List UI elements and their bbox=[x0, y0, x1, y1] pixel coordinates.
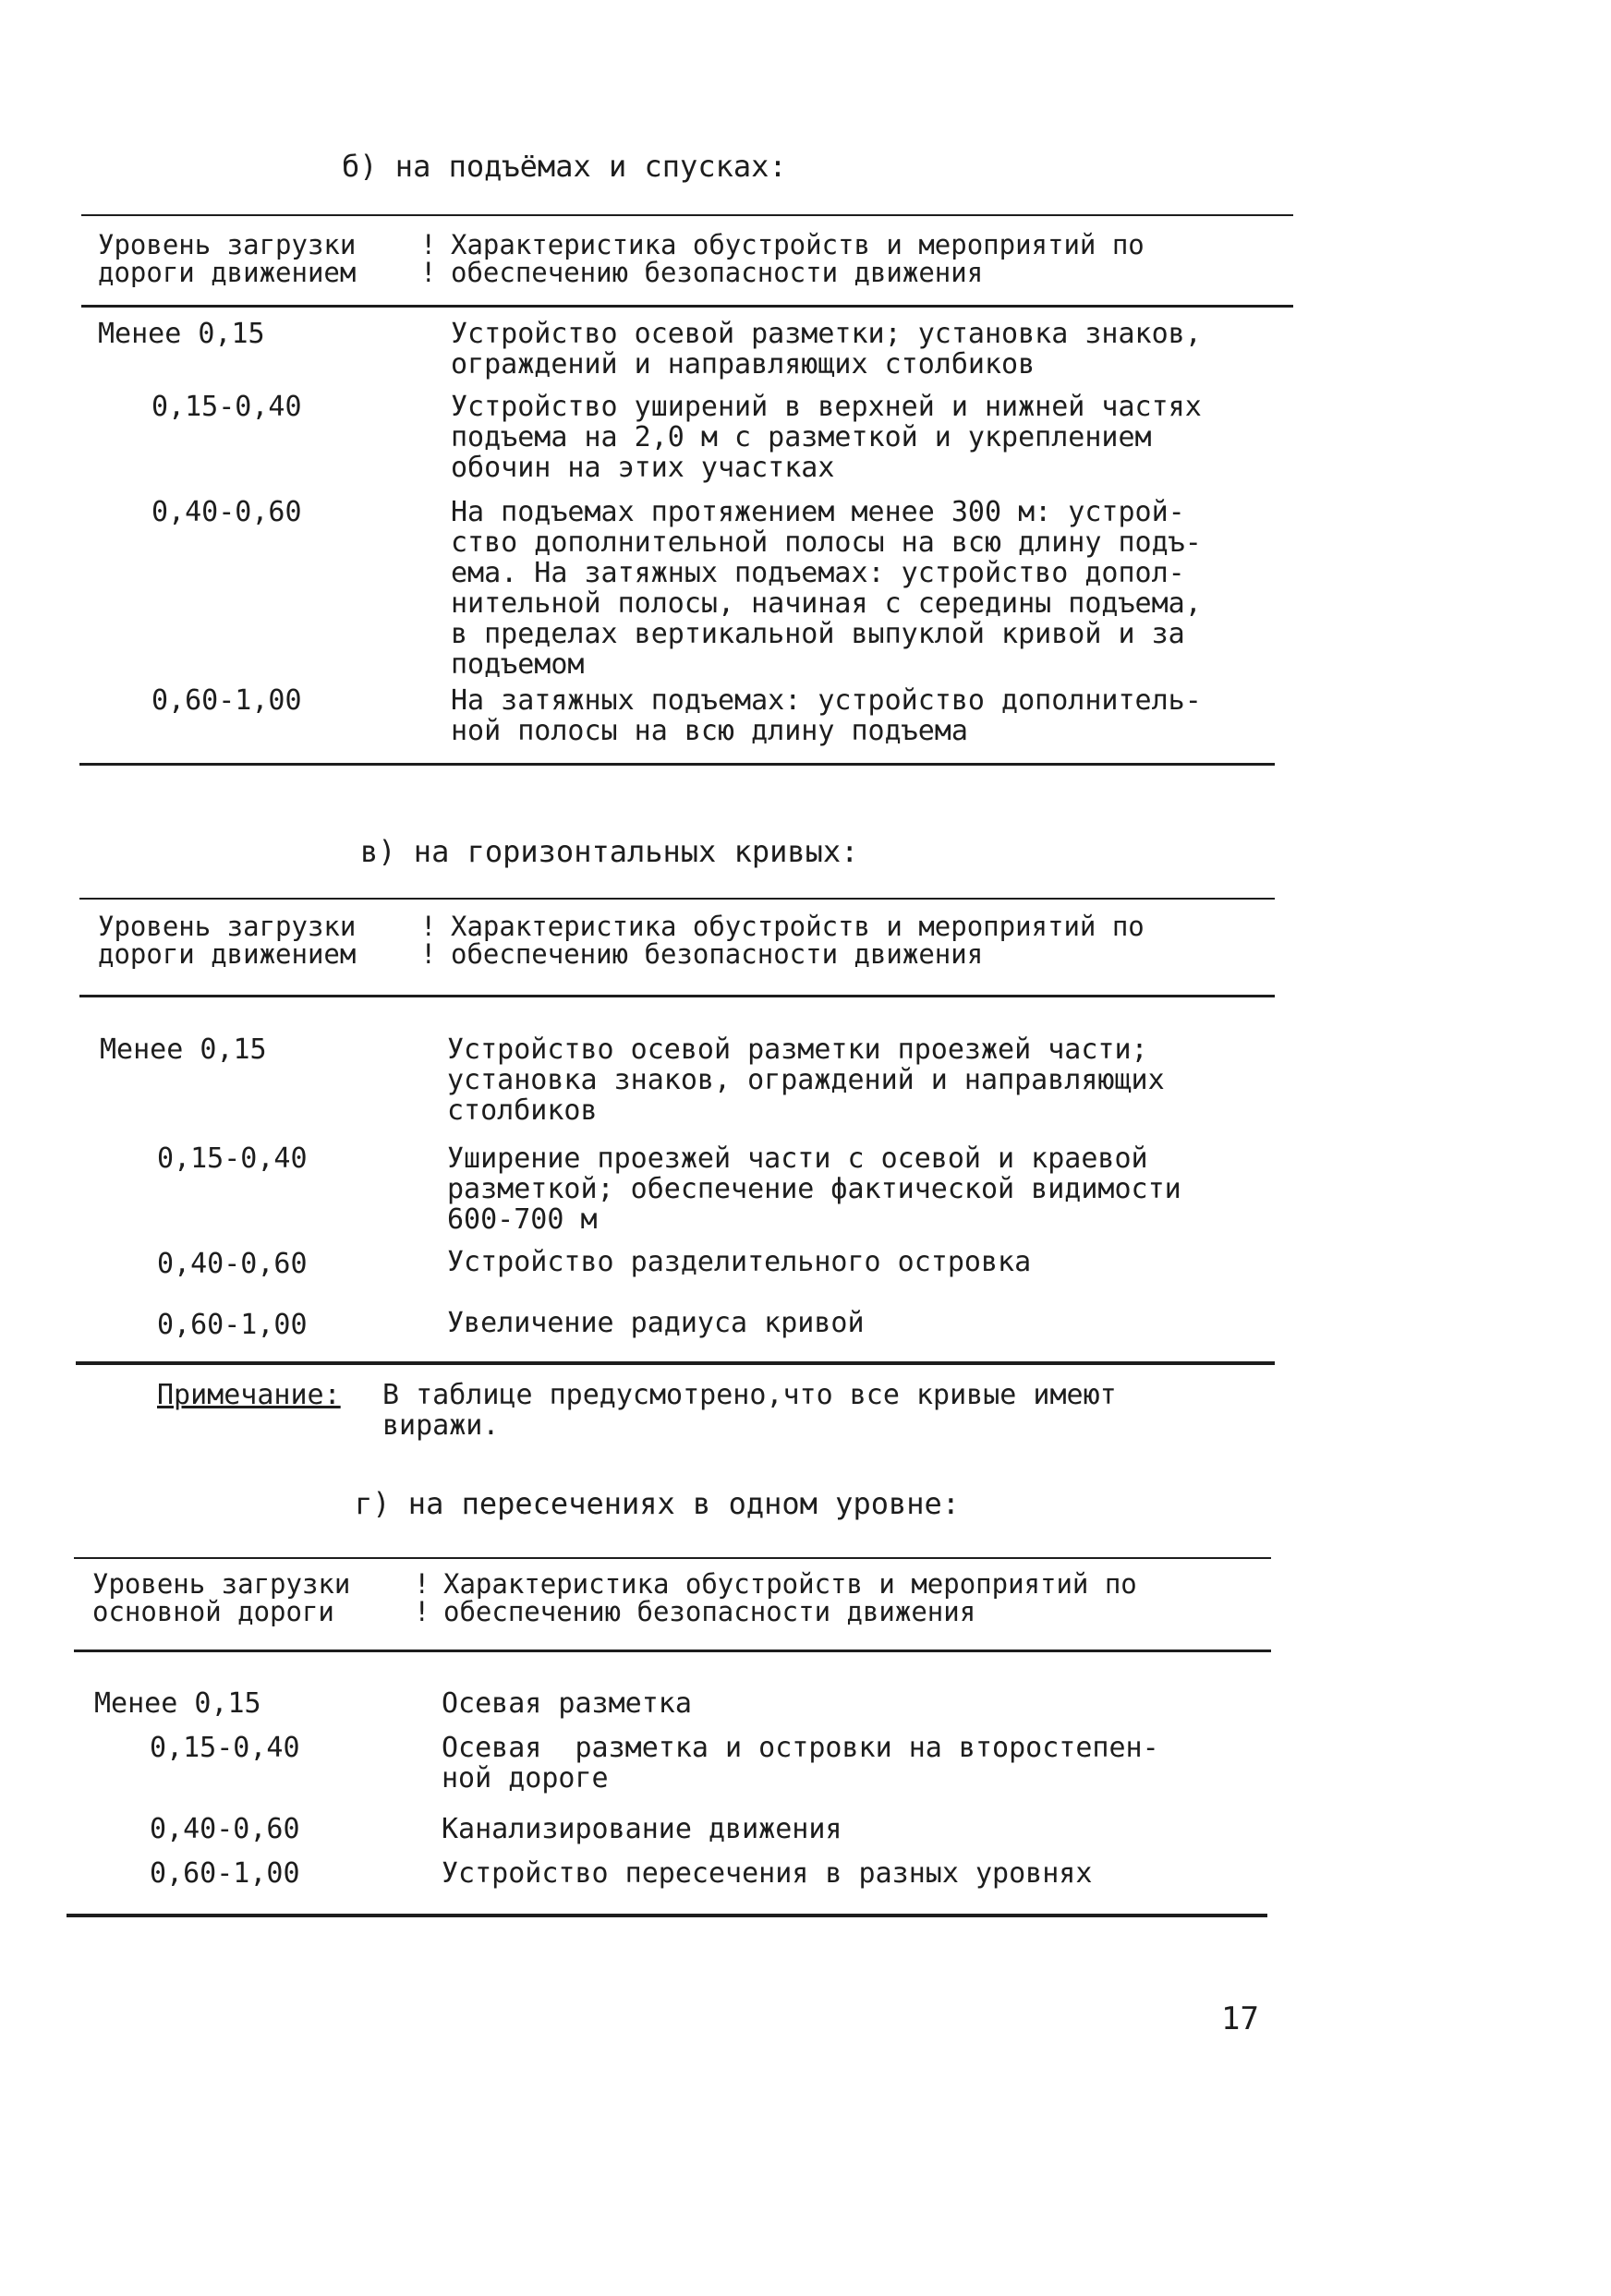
section-b-row-2-description: Устройство уширений в верхней и нижней частях подъема на 2,0 м с разметкой и укреплением обочин на этих участках bbox=[451, 391, 1202, 484]
section-g-top-rule bbox=[74, 1557, 1271, 1559]
section-b-row-3-description: На подъемах протяжением менее 300 м: устрой- ство дополнительной полосы на всю длину подъ- ема. На затяжных подъемах: устройство допол- нительной полосы, начиная с середины подъема, в пределах вертикальной выпуклой кривой и за подъемом bbox=[451, 496, 1202, 681]
section-v-header-description: Характеристика обустройств и мероприятий по обеспечению безопасности движения bbox=[451, 911, 1145, 970]
section-g-header-separator: ! ! bbox=[414, 1568, 430, 1627]
section-v-bottom-rule bbox=[76, 1361, 1275, 1365]
section-b-row-2-level: 0,15-0,40 bbox=[151, 391, 302, 423]
section-v-row-1-level: Менее 0,15 bbox=[100, 1033, 267, 1066]
section-v-row-3-description: Устройство разделительного островка bbox=[447, 1246, 1032, 1278]
section-g-row-3-description: Канализирование движения bbox=[442, 1813, 842, 1845]
section-g-row-2-level: 0,15-0,40 bbox=[150, 1732, 300, 1764]
note-text: В таблице предусмотрено,что все кривые имеют виражи. bbox=[382, 1379, 1117, 1442]
section-g-row-4-description: Устройство пересечения в разных уровнях bbox=[442, 1857, 1093, 1890]
section-g-header-level: Уровень загрузки основной дороги bbox=[92, 1568, 351, 1627]
section-b-row-1-level: Менее 0,15 bbox=[98, 318, 265, 350]
section-b-row-1-description: Устройство осевой разметки; установка знаков, ограждений и направляющих столбиков bbox=[451, 318, 1202, 381]
section-b-row-4-description: На затяжных подъемах: устройство дополнитель- ной полосы на всю длину подъема bbox=[451, 684, 1202, 747]
section-g-row-4-level: 0,60-1,00 bbox=[150, 1857, 300, 1890]
section-g-row-3-level: 0,40-0,60 bbox=[150, 1813, 300, 1845]
section-b-row-3-level: 0,40-0,60 bbox=[151, 496, 302, 528]
section-g-header-description: Характеристика обустройств и мероприятий по обеспечению безопасности движения bbox=[443, 1568, 1137, 1627]
section-b-header-description: Характеристика обустройств и мероприятий по обеспечению безопасности движения bbox=[451, 229, 1145, 288]
section-b-caption: б) на подъёмах и спусках: bbox=[342, 149, 787, 184]
section-v-row-2-level: 0,15-0,40 bbox=[157, 1142, 308, 1175]
section-b-header-rule bbox=[81, 305, 1293, 308]
page-number: 17 bbox=[1221, 2000, 1259, 2037]
section-b-header-level: Уровень загрузки дороги движением bbox=[98, 229, 357, 288]
section-b-header-separator: ! ! bbox=[420, 229, 437, 288]
section-v-row-4-description: Увеличение радиуса кривой bbox=[447, 1307, 865, 1339]
section-v-header-level: Уровень загрузки дороги движением bbox=[98, 911, 357, 970]
section-g-row-1-description: Осевая разметка bbox=[442, 1687, 692, 1720]
section-b-row-4-level: 0,60-1,00 bbox=[151, 684, 302, 717]
section-g-row-2-description: Осевая разметка и островки на второстепен- ной дороге bbox=[442, 1732, 1159, 1795]
section-v-header-separator: ! ! bbox=[420, 911, 437, 970]
section-g-bottom-rule bbox=[67, 1914, 1267, 1917]
section-v-row-2-description: Уширение проезжей части с осевой и краевой разметкой; обеспечение фактической видимости 600-700 м bbox=[447, 1142, 1181, 1236]
section-v-row-4-level: 0,60-1,00 bbox=[157, 1309, 308, 1341]
section-b-bottom-rule bbox=[79, 763, 1275, 766]
section-g-caption: г) на пересечениях в одном уровне: bbox=[355, 1486, 961, 1521]
section-v-top-rule bbox=[79, 898, 1275, 900]
section-g-row-1-level: Менее 0,15 bbox=[94, 1687, 261, 1720]
note-label: Примечание: bbox=[157, 1379, 341, 1411]
section-v-row-3-level: 0,40-0,60 bbox=[157, 1248, 308, 1280]
section-v-caption: в) на горизонтальных кривых: bbox=[360, 834, 859, 869]
section-v-row-1-description: Устройство осевой разметки проезжей части; установка знаков, ограждений и направляющих столбиков bbox=[447, 1033, 1165, 1127]
section-v-header-rule bbox=[79, 995, 1275, 997]
section-b-top-rule bbox=[81, 214, 1293, 216]
section-g-header-rule bbox=[74, 1649, 1271, 1652]
